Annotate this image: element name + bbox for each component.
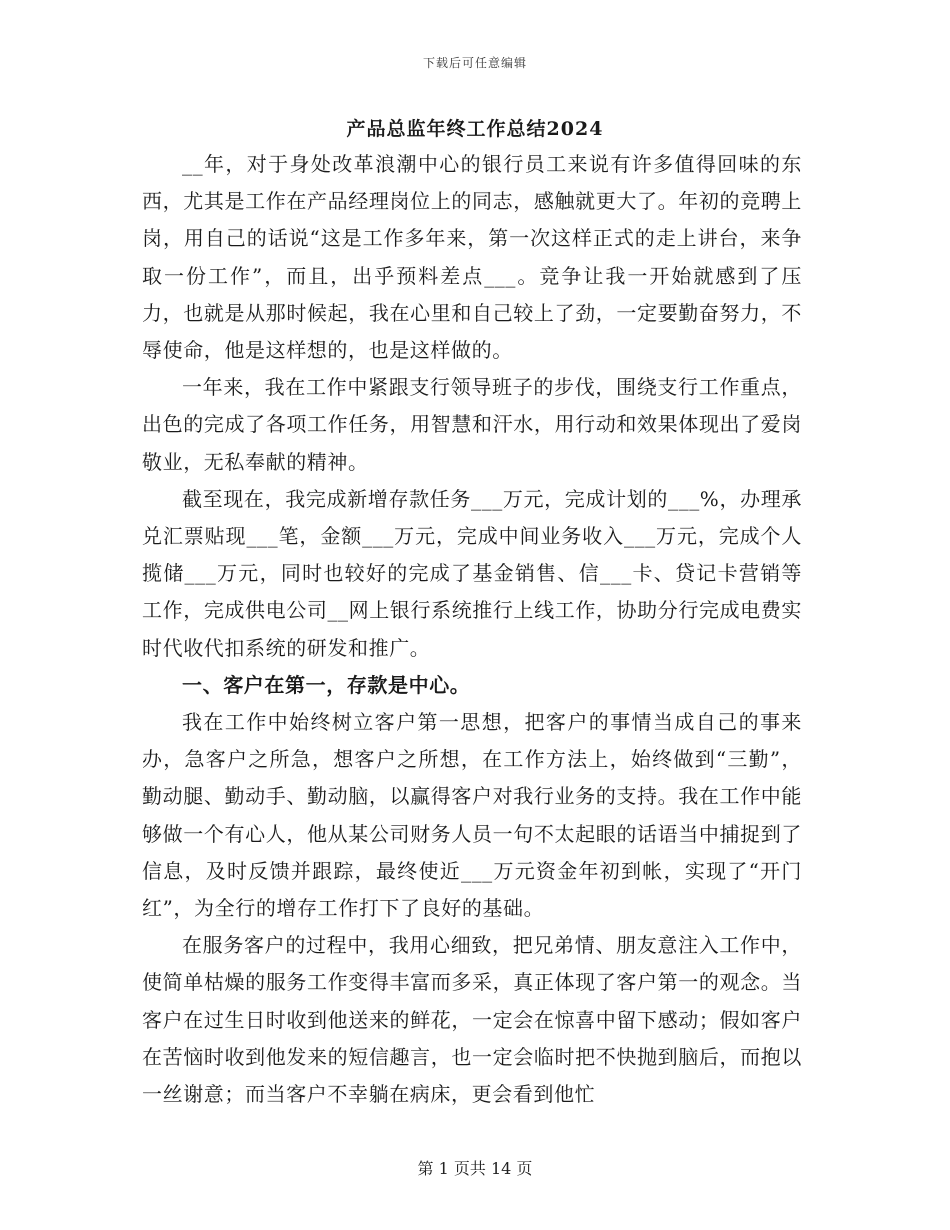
paragraph-service: 在服务客户的过程中，我用心细致，把兄弟情、朋友意注入工作中，使简单枯燥的服务工作变得丰富而多采，真正体现了客户第一的观念。当客户在过生日时收到他送来的鲜花，一定会在惊喜中留下感动；假如客户在苦恼时收到他发来的短信趣言，也一定会临时把不快抛到脑后，而抱以一丝谢意；而当客户不幸躺在病床，更会看到他忙 [142, 933, 802, 1107]
section-heading: 一、客户在第一，存款是中心。 [182, 672, 471, 697]
paragraph-customer-first: 我在工作中始终树立客户第一思想，把客户的事情当成自己的事来办，急客户之所急，想客户之所想，在工作方法上，始终做到“三勤”，勤动腿、勤动手、勤动脑，以赢得客户对我行业务的支持。我在工作中能够做一个有心人，他从某公司财务人员一句不太起眼的话语当中捕捉到了信息，及时反馈并跟踪，最终使近___万元资金年初到帐，实现了“开门红”，为全行的增存工作打下了良好的基础。 [142, 710, 802, 921]
document-body [142, 146, 802, 1113]
page-footer: 第 1 页共 14 页 [417, 1159, 533, 1178]
paragraph-figures: 截至现在，我完成新增存款任务___万元，完成计划的___%，办理承兑汇票贴现___笔，金额___万元，完成中间业务收入___万元，完成个人揽储___万元，同时也较好的完成了基金销售、信___卡、贷记卡营销等工作，完成供电公司__网上银行系统推行上线工作，协助分行完成电费实时代收代扣系统的研发和推广。 [142, 486, 802, 660]
paragraph-intro: __年，对于身处改革浪潮中心的银行员工来说有许多值得回味的东西，尤其是工作在产品经理岗位上的同志，感触就更大了。年初的竞聘上岗，用自己的话说“这是工作多年来，第一次这样正式的走上讲台，来争取一份工作”，而且，出乎预料差点___。竞争让我一开始就感到了压力，也就是从那时候起，我在心里和自己较上了劲，一定要勤奋努力，不辱使命，他是这样想的，也是这样做的。 [142, 152, 802, 363]
document-title: 产品总监年终工作总结2024 [346, 118, 604, 140]
header-note: 下载后可任意编辑 [422, 56, 527, 70]
paragraph-summary: 一年来，我在工作中紧跟支行领导班子的步伐，围绕支行工作重点，出色的完成了各项工作任务，用智慧和汗水，用行动和效果体现出了爱岗敬业，无私奉献的精神。 [142, 375, 802, 474]
